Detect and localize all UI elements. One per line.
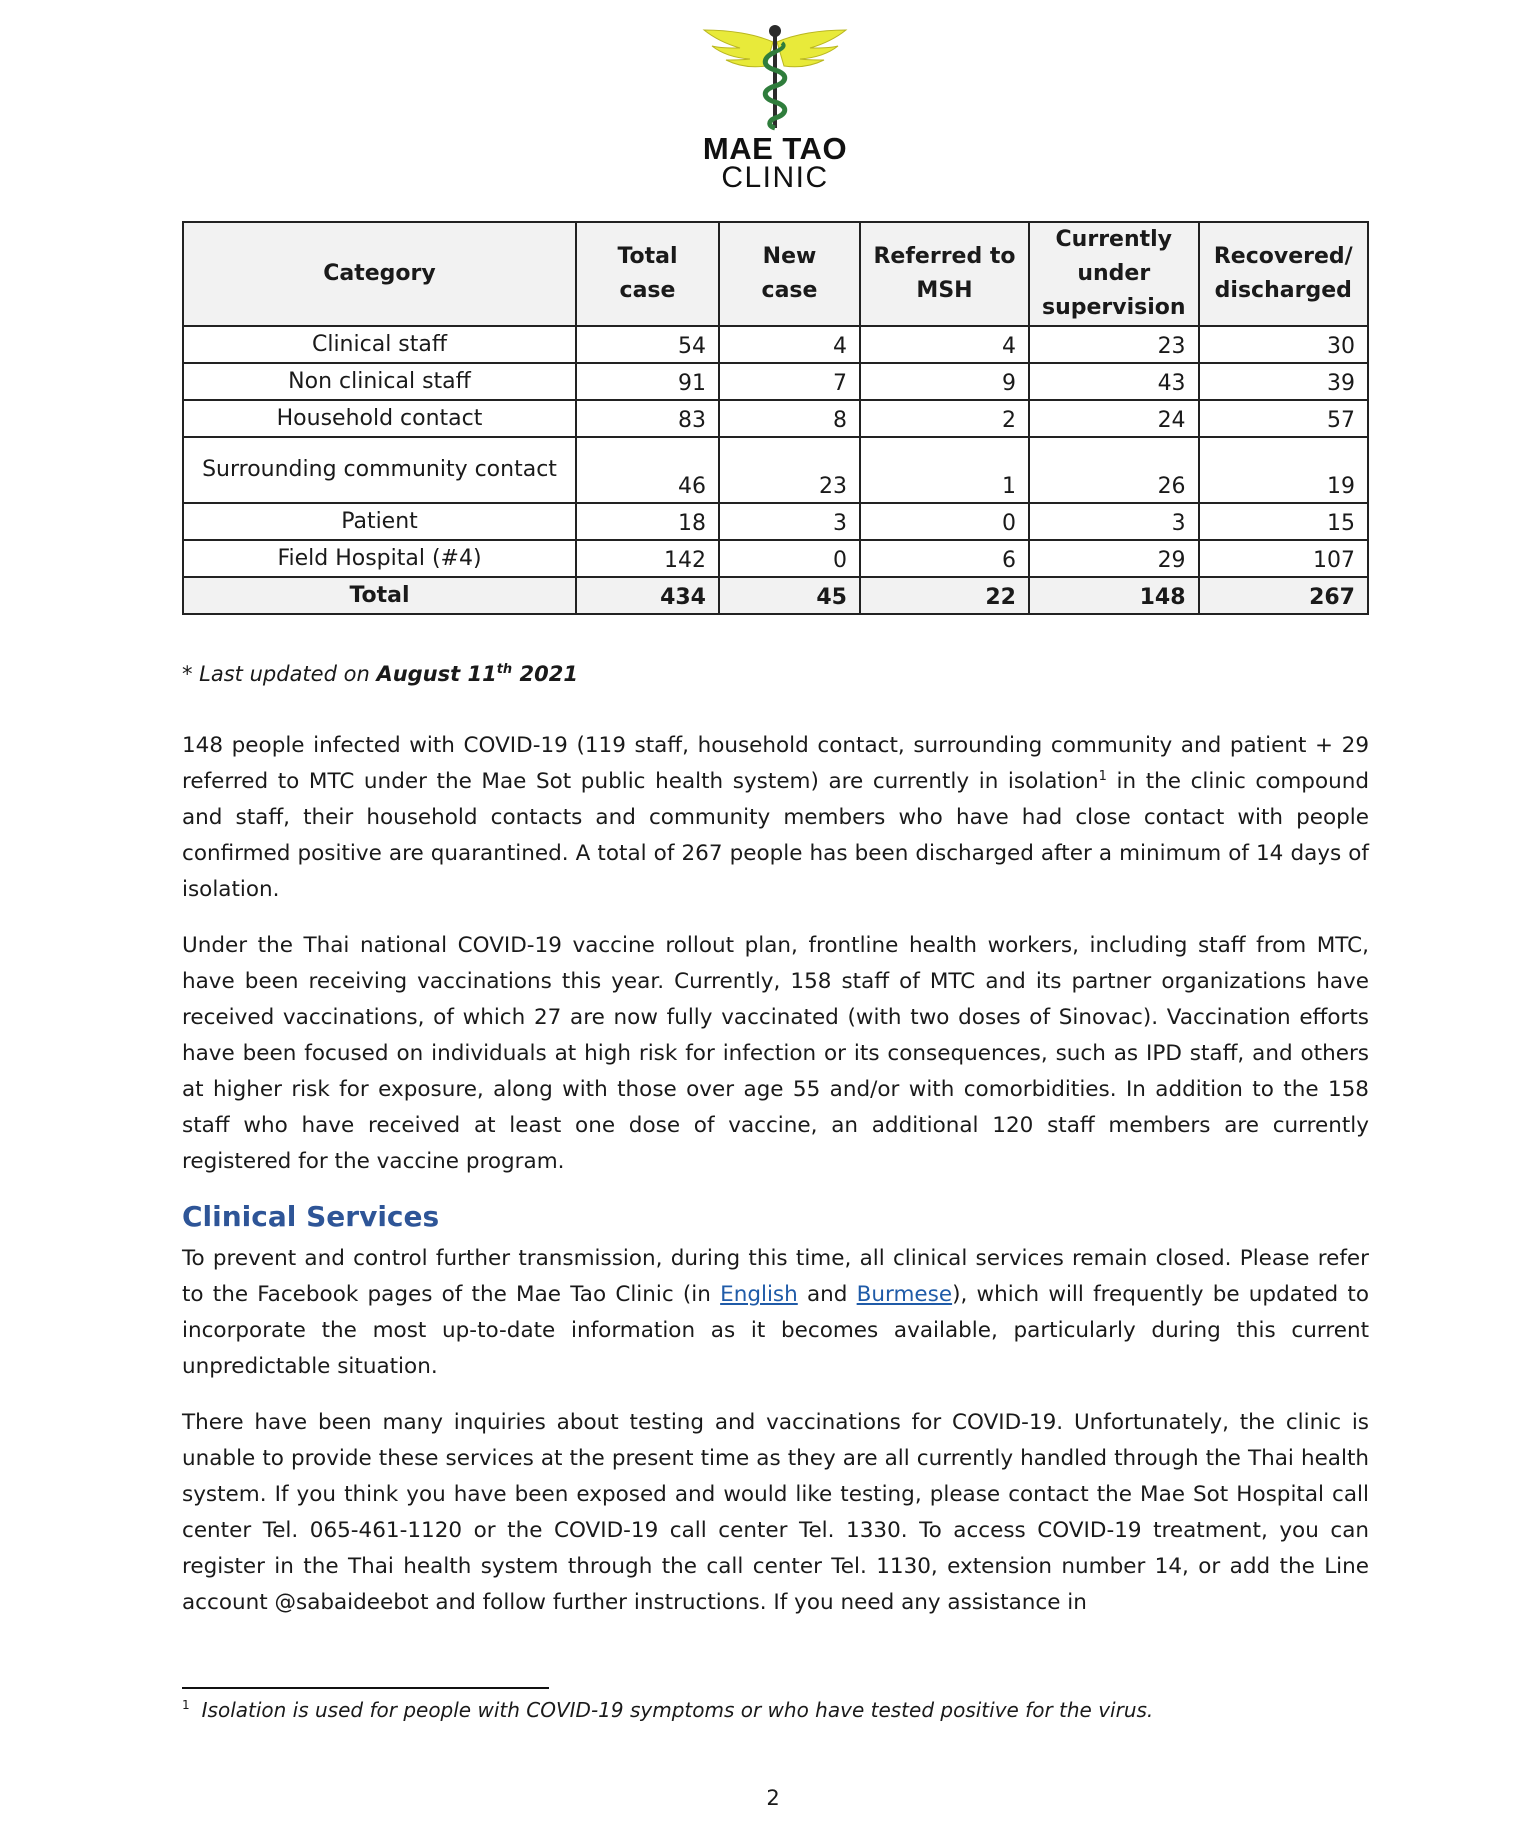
table-row [183, 503, 1368, 540]
table-row [183, 363, 1368, 400]
cell-category: Surrounding community contact [183, 437, 576, 503]
cell-new-case: 3 [719, 503, 860, 540]
cell-recovered: 15 [1199, 503, 1368, 540]
column-header-new-case: New case [719, 222, 860, 326]
cell-under-supervision: 24 [1029, 400, 1199, 437]
paragraph-infection-summary [182, 728, 1369, 908]
cell-total-case: 91 [576, 363, 719, 400]
cell-referred: 4 [860, 326, 1029, 363]
logo-text-clinic: CLINIC [721, 161, 829, 194]
cell-under-supervision: 23 [1029, 326, 1199, 363]
page-number: 2 [766, 1786, 780, 1810]
cell-under-supervision: 3 [1029, 503, 1199, 540]
cell-referred: 2 [860, 400, 1029, 437]
caduceus-icon [700, 22, 850, 132]
paragraph-text: in the clinic compound and staff, their household contacts and community members who have had close contact with people confirmed positive are quarantined. A total of 267 people has been discharged after a minimum of 14 days of isolation. [182, 769, 1369, 902]
cell-new-case: 8 [719, 400, 860, 437]
column-header-category: Category [183, 222, 576, 326]
cell-new-case: 0 [719, 540, 860, 577]
cell-new-case: 23 [719, 437, 860, 503]
last-updated-year: 2021 [512, 662, 578, 686]
link-facebook-english[interactable]: English [720, 1282, 798, 1307]
cell-total-case: 434 [576, 577, 719, 614]
footnote [182, 1698, 1153, 1722]
paragraph-clinical-services [182, 1241, 1369, 1385]
cell-category: Non clinical staff [183, 363, 576, 400]
cell-under-supervision: 29 [1029, 540, 1199, 577]
table-row [183, 540, 1368, 577]
cell-category: Clinical staff [183, 326, 576, 363]
table-row [183, 326, 1368, 363]
column-header-total-case: Total case [576, 222, 719, 326]
cell-under-supervision: 43 [1029, 363, 1199, 400]
cell-total-label: Total [183, 577, 576, 614]
paragraph-text: and [797, 1282, 857, 1307]
cell-under-supervision: 26 [1029, 437, 1199, 503]
mae-tao-clinic-logo [700, 22, 850, 194]
table-row [183, 400, 1368, 437]
paragraph-testing-inquiries: There have been many inquiries about testing and vaccinations for COVID-19. Unfortunately, the clinic is unable to provide these services at the present time as they are all currently handled through the Thai health system. If you think you have been exposed and would like testing, please contact the Mae Sot Hospital call center Tel. 065-461-1120 or the COVID-19 call center Tel. 1330. To access COVID-19 treatment, you can register in the Thai health system through the call center Tel. 1130, extension number 14, or add the Line account @sabaideebot and follow further instructions. If you need any assistance in [182, 1410, 1369, 1615]
last-updated-note [182, 662, 578, 686]
column-header-referred-to-msh: Referred to MSH [860, 222, 1029, 326]
cell-total-case: 18 [576, 503, 719, 540]
table-row [183, 437, 1368, 503]
last-updated-prefix: * Last updated on [182, 662, 377, 686]
cell-total-case: 46 [576, 437, 719, 503]
cell-total-case: 142 [576, 540, 719, 577]
cell-new-case: 7 [719, 363, 860, 400]
column-header-currently-under-supervision: Currently under supervision [1029, 222, 1199, 326]
last-updated-date-suffix: th [496, 662, 513, 677]
logo-text-mae-tao: MAE TAO [702, 131, 848, 166]
cell-referred: 0 [860, 503, 1029, 540]
cell-recovered: 39 [1199, 363, 1368, 400]
link-facebook-burmese[interactable]: Burmese [856, 1282, 953, 1307]
cell-total-case: 54 [576, 326, 719, 363]
footnote-divider [182, 1687, 549, 1689]
table-total-row [183, 577, 1368, 614]
cell-recovered: 30 [1199, 326, 1368, 363]
cell-recovered: 19 [1199, 437, 1368, 503]
cell-referred: 6 [860, 540, 1029, 577]
paragraph-text: 148 people infected with COVID-19 (119 staff, household contact, surrounding community and patient + 29 referred to MTC under the Mae Sot public health system) are currently in isolation [182, 733, 1369, 794]
footnote-reference[interactable]: 1 [1098, 768, 1107, 784]
paragraph-text: To prevent and control further transmission, during this time, all clinical services remain closed. Please refer to the Facebook pages of the Mae Tao Clinic (in [182, 1246, 1369, 1307]
column-header-recovered-discharged: Recovered/ discharged [1199, 222, 1368, 326]
cell-under-supervision: 148 [1029, 577, 1199, 614]
footnote-mark: 1 [182, 1698, 190, 1713]
covid-cases-table [182, 221, 1369, 615]
cell-recovered: 267 [1199, 577, 1368, 614]
cell-new-case: 4 [719, 326, 860, 363]
table-header-row [183, 222, 1368, 326]
cell-referred: 22 [860, 577, 1029, 614]
cell-category: Field Hospital (#4) [183, 540, 576, 577]
cell-referred: 9 [860, 363, 1029, 400]
cell-recovered: 57 [1199, 400, 1368, 437]
cell-category: Household contact [183, 400, 576, 437]
paragraph-vaccination: Under the Thai national COVID-19 vaccine rollout plan, frontline health workers, including staff from MTC, have been receiving vaccinations this year. Currently, 158 staff of MTC and its partner organizations have received vaccinations, of which 27 are now fully vaccinated (with two doses of Sinovac). Vaccination efforts have been focused on individuals at high risk for infection or its consequences, such as IPD staff, and others at higher risk for exposure, along with those over age 55 and/or with comorbidities. In addition to the 158 staff who have received at least one dose of vaccine, an additional 120 staff members are currently registered for the vaccine program. [182, 933, 1369, 1174]
section-heading-clinical-services: Clinical Services [182, 1200, 440, 1233]
cell-category: Patient [183, 503, 576, 540]
footnote-text: Isolation is used for people with COVID-19 symptoms or who have tested positive for the virus. [201, 1698, 1154, 1722]
cell-total-case: 83 [576, 400, 719, 437]
cell-recovered: 107 [1199, 540, 1368, 577]
cell-referred: 1 [860, 437, 1029, 503]
cell-new-case: 45 [719, 577, 860, 614]
last-updated-date: August 11 [376, 662, 497, 686]
paragraph-text: ), which will frequently be updated to incorporate the most up-to-date information as it becomes available, particularly during this current unpredictable situation. [182, 1282, 1369, 1379]
